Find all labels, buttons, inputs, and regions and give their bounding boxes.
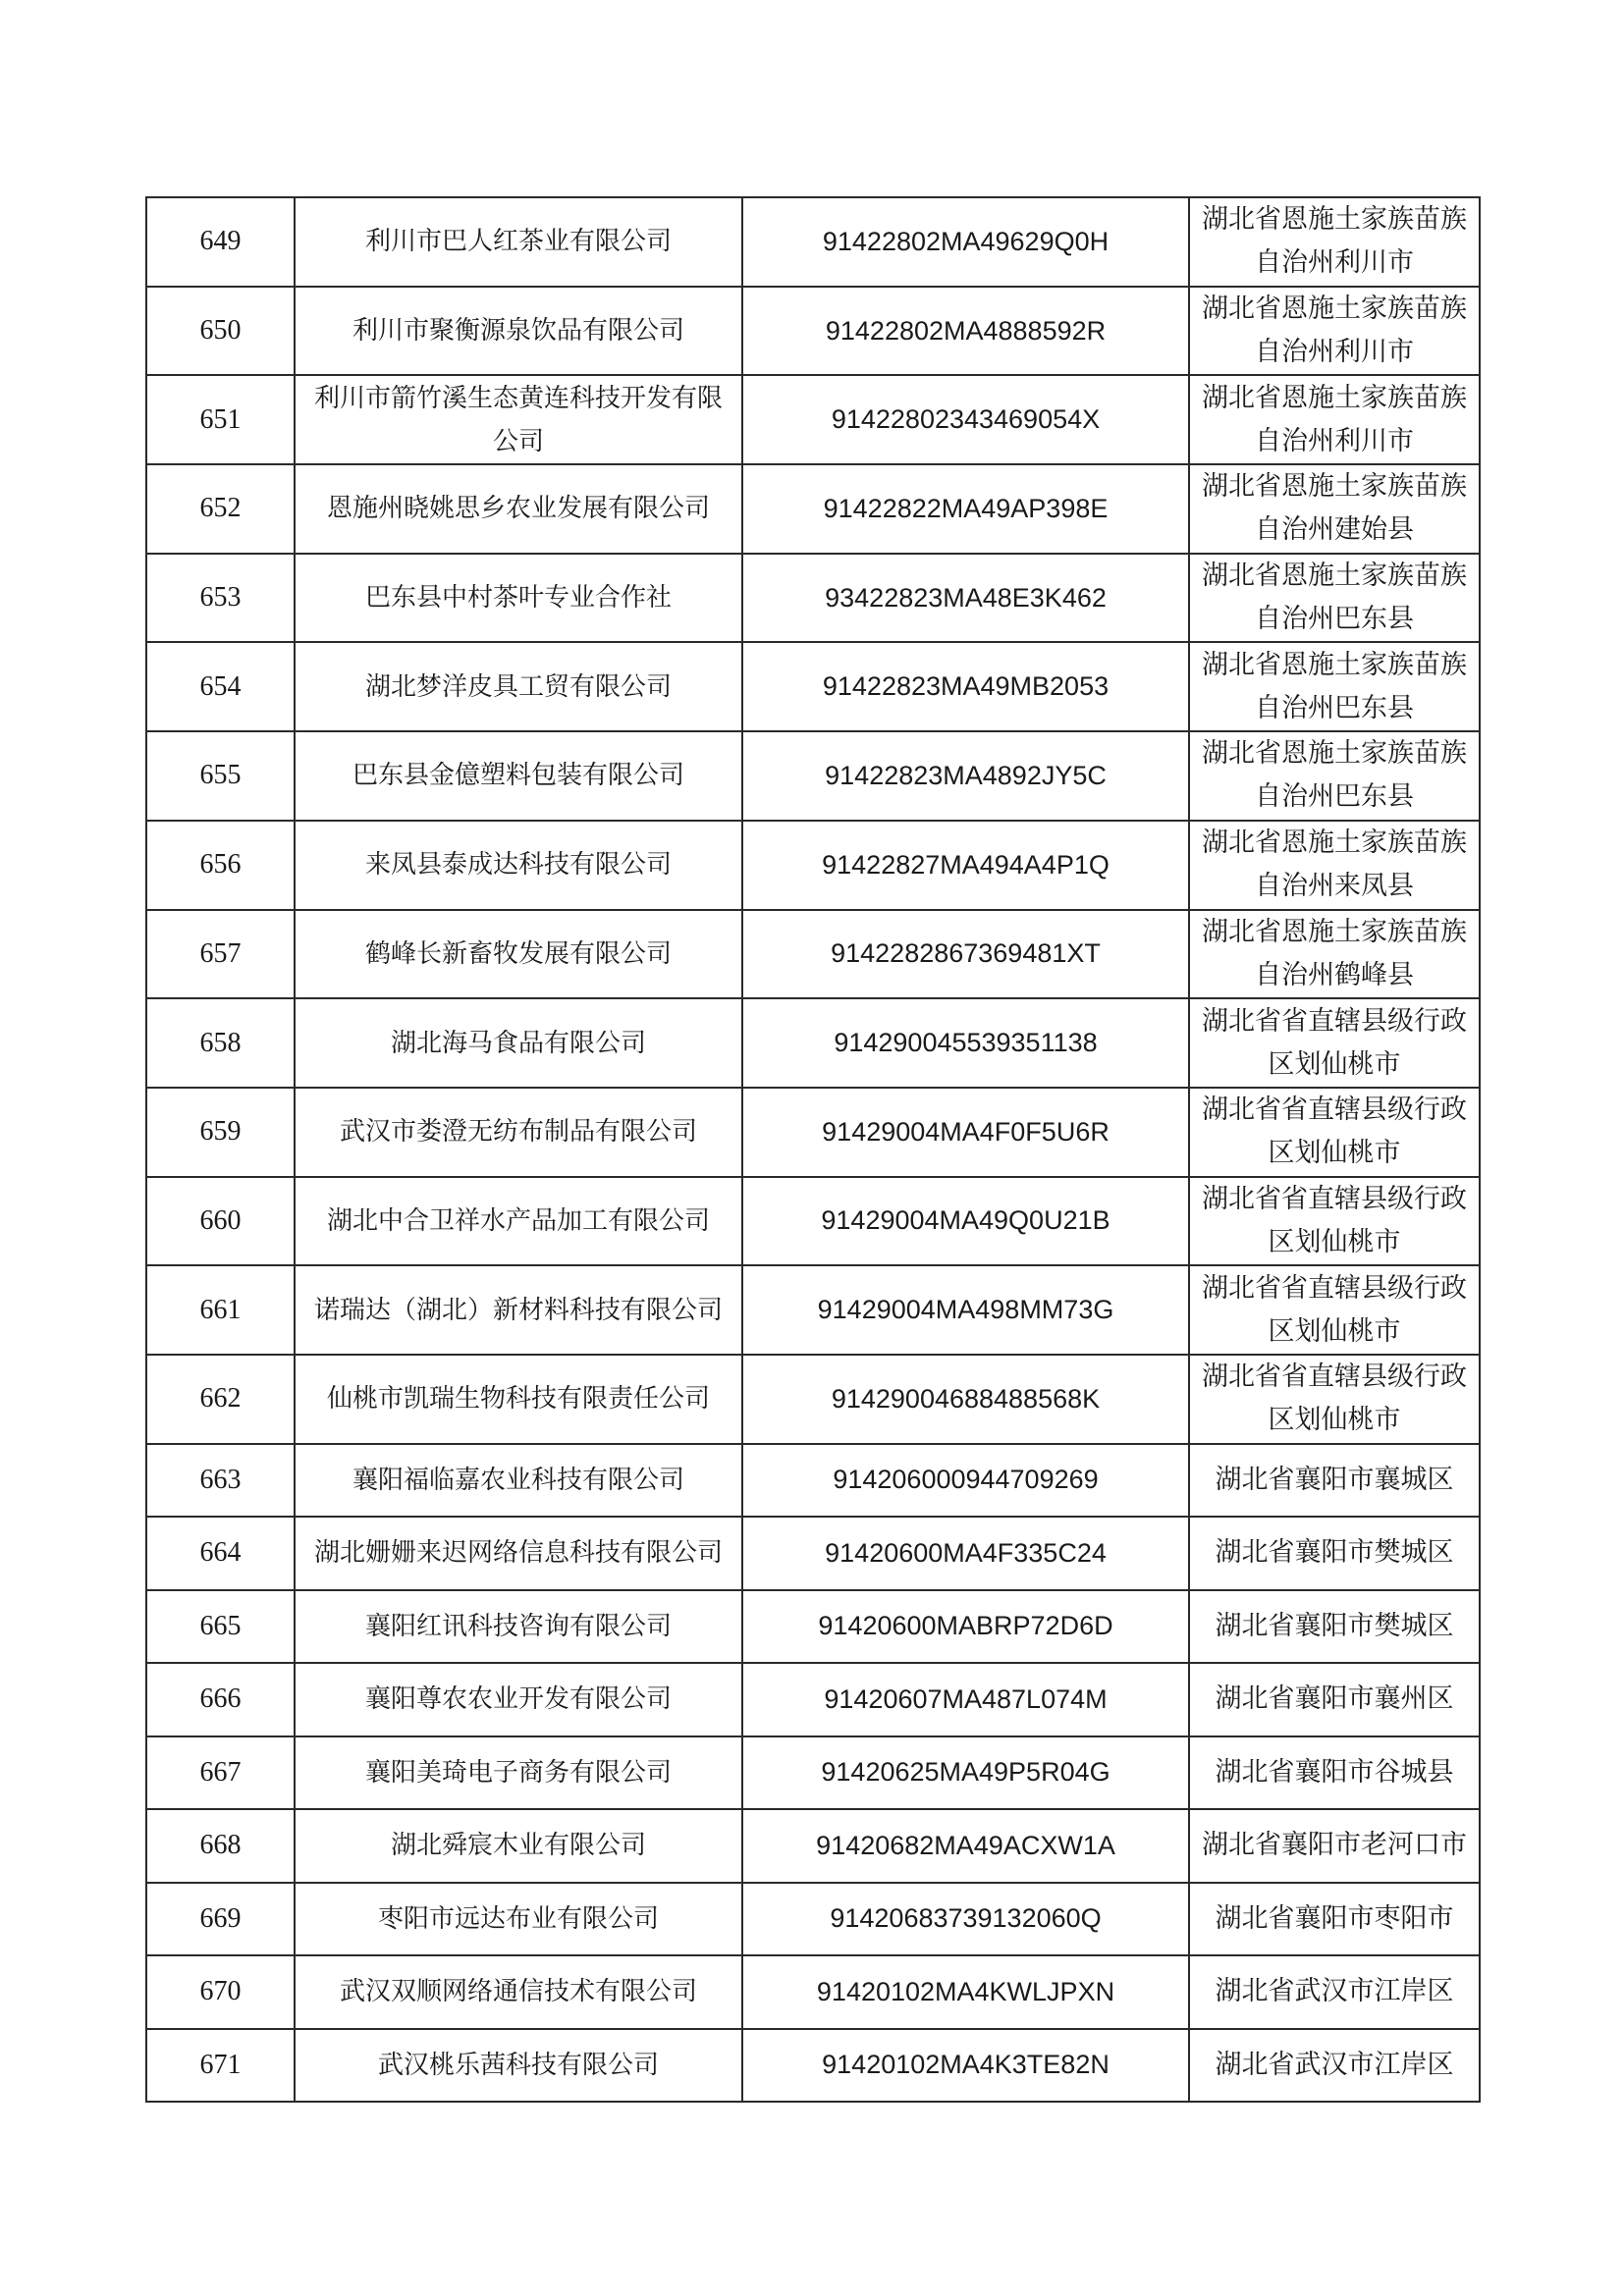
row-number-cell: 657 [146,910,295,999]
region-line: 自治州鹤峰县 [1255,959,1414,990]
region-line: 湖北省省直辖县级行政 [1202,1183,1467,1214]
table-row [146,1809,1480,1883]
credit-code-cell: 91420102MA4KWLJPXN [742,1955,1189,2029]
credit-code-cell: 91429004MA4F0F5U6R [742,1088,1189,1177]
region-line: 湖北省襄阳市襄城区 [1215,1464,1454,1495]
table-row [146,731,1480,821]
region-cell [1189,1517,1480,1590]
credit-code-cell: 91422822MA49AP398E [742,464,1189,554]
company-name-cell [295,1355,742,1444]
credit-code-cell: 91429004MA49Q0U21B [742,1177,1189,1266]
credit-code-cell: 91429004MA498MM73G [742,1265,1189,1355]
region-line: 湖北省省直辖县级行政 [1202,1095,1467,1126]
company-registry-table [145,196,1481,2103]
company-name-cell [295,1955,742,2029]
region-cell [1189,1590,1480,1664]
company-name-cell [295,1265,742,1355]
region-line: 湖北省襄阳市老河口市 [1202,1830,1467,1861]
company-name-line: 诺瑞达（湖北）新材料科技有限公司 [313,1295,723,1325]
region-cell [1189,1883,1480,1956]
row-number-cell: 661 [146,1265,295,1355]
company-name-cell [295,1517,742,1590]
company-name-line: 湖北海马食品有限公司 [390,1028,646,1058]
company-name-cell [295,1088,742,1177]
company-name-line: 利川市聚衡源泉饮品有限公司 [352,316,684,347]
company-name-line: 利川市巴人红茶业有限公司 [364,227,672,257]
credit-code-cell: 91422802MA4888592R [742,287,1189,376]
credit-code-cell: 91422827MA494A4P1Q [742,821,1189,910]
region-cell [1189,731,1480,821]
credit-code-cell: 91422802MA49629Q0H [742,197,1189,287]
credit-code-cell: 91420607MA487L074M [742,1663,1189,1736]
credit-code-cell: 91420625MA49P5R04G [742,1736,1189,1810]
company-name-line: 湖北舜宸木业有限公司 [390,1831,646,1861]
region-line: 湖北省襄阳市谷城县 [1215,1756,1454,1788]
row-number-cell: 656 [146,821,295,910]
table-row [146,1590,1480,1664]
row-number-cell: 663 [146,1444,295,1518]
credit-code-cell: 914290045539351138 [742,998,1189,1088]
company-name-line: 湖北梦洋皮具工贸有限公司 [364,671,672,702]
region-line: 湖北省恩施土家族苗族 [1202,561,1467,592]
credit-code-cell: 91420102MA4K3TE82N [742,2029,1189,2103]
region-line: 湖北省恩施土家族苗族 [1202,204,1467,236]
region-cell [1189,287,1480,376]
row-number-cell: 666 [146,1663,295,1736]
table-row [146,554,1480,643]
company-name-cell [295,1883,742,1956]
region-cell [1189,642,1480,731]
company-name-cell [295,1809,742,1883]
company-name-cell [295,1177,742,1266]
region-line: 自治州巴东县 [1255,692,1414,723]
row-number-cell: 654 [146,642,295,731]
row-number-cell: 658 [146,998,295,1088]
region-line: 湖北省省直辖县级行政 [1202,1272,1467,1304]
company-name-line: 恩施州晓姚思乡农业发展有限公司 [326,494,710,524]
table-row [146,1355,1480,1444]
region-cell [1189,464,1480,554]
company-name-cell [295,554,742,643]
region-line: 湖北省恩施土家族苗族 [1202,649,1467,680]
row-number-cell: 669 [146,1883,295,1956]
row-number-cell: 670 [146,1955,295,2029]
region-cell [1189,1809,1480,1883]
table-row [146,1265,1480,1355]
company-name-cell [295,731,742,821]
region-line: 湖北省武汉市江岸区 [1215,2049,1454,2080]
company-name-cell [295,2029,742,2103]
table-row [146,197,1480,287]
region-line: 自治州建始县 [1255,514,1414,546]
company-name-cell [295,1590,742,1664]
company-name-line: 公司 [492,426,544,456]
company-name-line: 襄阳尊农农业开发有限公司 [364,1684,672,1715]
region-cell [1189,554,1480,643]
company-name-line: 利川市箭竹溪生态黄连科技开发有限 [313,383,723,413]
region-line: 湖北省恩施土家族苗族 [1202,382,1467,413]
credit-code-cell: 91420600MABRP72D6D [742,1590,1189,1664]
region-cell [1189,375,1480,464]
region-line: 自治州利川市 [1255,337,1414,368]
company-name-cell [295,1736,742,1810]
table-row [146,1088,1480,1177]
credit-code-cell: 91420683739132060Q [742,1883,1189,1956]
region-line: 湖北省襄阳市枣阳市 [1215,1902,1454,1934]
row-number-cell: 649 [146,197,295,287]
table-row [146,998,1480,1088]
company-name-line: 鹤峰长新畜牧发展有限公司 [364,938,672,969]
row-number-cell: 655 [146,731,295,821]
region-line: 湖北省襄阳市樊城区 [1215,1537,1454,1569]
company-name-cell [295,1663,742,1736]
table-row [146,287,1480,376]
row-number-cell: 664 [146,1517,295,1590]
credit-code-cell: 91422823MA4892JY5C [742,731,1189,821]
credit-code-cell: 91422802343469054X [742,375,1189,464]
row-number-cell: 651 [146,375,295,464]
region-cell [1189,910,1480,999]
row-number-cell: 667 [146,1736,295,1810]
row-number-cell: 668 [146,1809,295,1883]
region-line: 湖北省恩施土家族苗族 [1202,294,1467,325]
table-row [146,1955,1480,2029]
region-line: 湖北省恩施土家族苗族 [1202,828,1467,859]
region-cell [1189,1736,1480,1810]
company-name-line: 武汉双顺网络通信技术有限公司 [339,1977,697,2007]
region-line: 湖北省恩施土家族苗族 [1202,916,1467,947]
company-name-cell [295,821,742,910]
region-line: 自治州来凤县 [1255,871,1414,902]
region-cell [1189,1265,1480,1355]
region-cell [1189,1444,1480,1518]
company-name-cell [295,998,742,1088]
region-line: 湖北省省直辖县级行政 [1202,1362,1467,1393]
row-number-cell: 659 [146,1088,295,1177]
company-name-cell [295,1444,742,1518]
company-name-cell [295,910,742,999]
credit-code-cell: 91420682MA49ACXW1A [742,1809,1189,1883]
row-number-cell: 652 [146,464,295,554]
region-cell [1189,998,1480,1088]
table-row [146,1883,1480,1956]
company-name-line: 仙桃市凯瑞生物科技有限责任公司 [326,1384,710,1415]
company-name-line: 武汉桃乐茜科技有限公司 [377,2050,659,2080]
company-name-line: 武汉市娄澄无纺布制品有限公司 [339,1117,697,1148]
table-body [146,197,1480,2102]
region-line: 湖北省襄阳市樊城区 [1215,1610,1454,1641]
credit-code-cell: 91422823MA49MB2053 [742,642,1189,731]
company-name-cell [295,464,742,554]
region-cell [1189,2029,1480,2103]
region-line: 自治州巴东县 [1255,604,1414,635]
region-line: 湖北省恩施土家族苗族 [1202,738,1467,770]
row-number-cell: 653 [146,554,295,643]
company-name-line: 来凤县泰成达科技有限公司 [364,850,672,881]
company-name-line: 湖北姗姗来迟网络信息科技有限公司 [313,1538,723,1569]
table-row [146,1663,1480,1736]
table-row [146,910,1480,999]
region-cell [1189,1355,1480,1444]
credit-code-cell: 93422823MA48E3K462 [742,554,1189,643]
table-row [146,821,1480,910]
company-name-cell [295,197,742,287]
company-name-line: 襄阳红讯科技咨询有限公司 [364,1611,672,1641]
company-name-cell [295,642,742,731]
region-cell [1189,1088,1480,1177]
region-line: 自治州利川市 [1255,425,1414,456]
table-row [146,642,1480,731]
region-line: 区划仙桃市 [1268,1048,1401,1080]
region-line: 湖北省省直辖县级行政 [1202,1005,1467,1037]
credit-code-cell: 914206000944709269 [742,1444,1189,1518]
table-row [146,1736,1480,1810]
company-name-line: 襄阳福临嘉农业科技有限公司 [352,1465,684,1495]
company-name-line: 枣阳市远达布业有限公司 [377,1903,659,1934]
region-line: 湖北省武汉市江岸区 [1215,1976,1454,2007]
region-line: 自治州巴东县 [1255,781,1414,813]
region-line: 区划仙桃市 [1268,1226,1401,1257]
region-line: 区划仙桃市 [1268,1405,1401,1436]
table-row [146,375,1480,464]
row-number-cell: 660 [146,1177,295,1266]
row-number-cell: 650 [146,287,295,376]
company-name-line: 湖北中合卫祥水产品加工有限公司 [326,1205,710,1236]
company-name-line: 巴东县金億塑料包装有限公司 [352,761,684,791]
region-cell [1189,821,1480,910]
row-number-cell: 665 [146,1590,295,1664]
region-line: 湖北省恩施土家族苗族 [1202,471,1467,503]
region-cell [1189,197,1480,287]
table-row [146,464,1480,554]
region-cell [1189,1663,1480,1736]
company-name-cell [295,287,742,376]
table-row [146,1444,1480,1518]
region-line: 区划仙桃市 [1268,1315,1401,1347]
company-name-line: 襄阳美琦电子商务有限公司 [364,1757,672,1788]
row-number-cell: 662 [146,1355,295,1444]
credit-code-cell: 9142282867369481XT [742,910,1189,999]
row-number-cell: 671 [146,2029,295,2103]
table-row [146,2029,1480,2103]
credit-code-cell: 91420600MA4F335C24 [742,1517,1189,1590]
company-name-cell [295,375,742,464]
credit-code-cell: 91429004688488568K [742,1355,1189,1444]
table-row [146,1177,1480,1266]
region-cell [1189,1955,1480,2029]
region-line: 区划仙桃市 [1268,1138,1401,1169]
region-line: 自治州利川市 [1255,247,1414,279]
region-cell [1189,1177,1480,1266]
region-line: 湖北省襄阳市襄州区 [1215,1683,1454,1715]
company-name-line: 巴东县中村茶叶专业合作社 [364,583,672,614]
table-row [146,1517,1480,1590]
